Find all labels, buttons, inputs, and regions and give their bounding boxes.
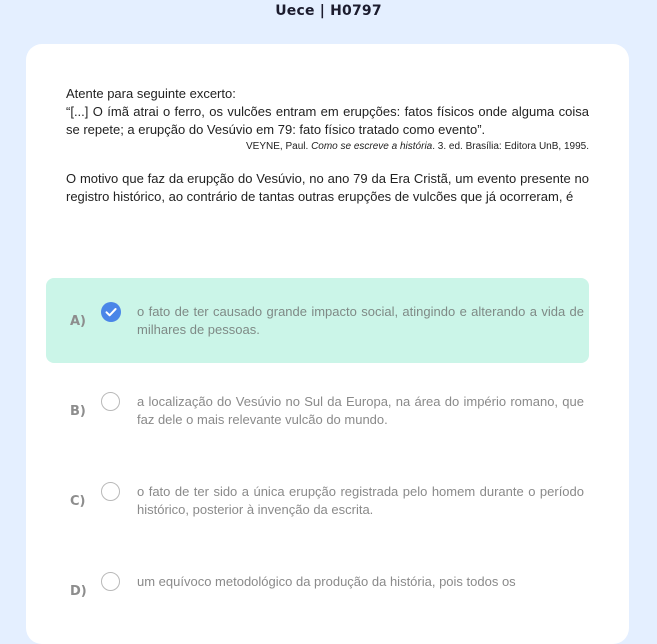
page-title: Uece | H0797	[275, 3, 382, 19]
question-quote: “[...] O ímã atrai o ferro, os vulcões entram em erupções: fatos físicos onde alguma coisa se repete; a erupção do Vesúvio em 79: fato físico tratado como evento”.	[66, 104, 589, 137]
citation-work: Como se escreve a história	[311, 141, 433, 152]
option-text: o fato de ter sido a única erupção registrada pelo homem durante o período histórico, posterior à invenção da escrita.	[137, 484, 584, 517]
question-prompt: O motivo que faz da erupção do Vesúvio, no ano 79 da Era Cristã, um evento presente no registro histórico, ao contrário de tantas outras erupções de vulcões que já ocorreram, é	[66, 171, 589, 204]
option-text: um equívoco metodológico da produção da história, pois todos os	[137, 574, 516, 589]
option-letter: A)	[70, 314, 87, 329]
question-citation	[66, 140, 589, 154]
option-a[interactable]	[46, 278, 589, 363]
option-c[interactable]	[46, 458, 589, 543]
option-text: o fato de ter causado grande impacto social, atingindo e alterando a vida de milhares de pessoas.	[137, 304, 584, 337]
option-d[interactable]	[46, 548, 589, 633]
radio-circle-icon[interactable]	[101, 572, 120, 591]
question-card	[26, 44, 629, 644]
check-circle-icon[interactable]	[101, 302, 121, 322]
radio-circle-icon[interactable]	[101, 482, 120, 501]
option-letter: C)	[70, 494, 86, 509]
citation-author: VEYNE, Paul.	[246, 141, 309, 152]
option-letter: D)	[70, 584, 87, 599]
option-text: a localização do Vesúvio no Sul da Europa, na área do império romano, que faz dele o mais relevante vulcão do mundo.	[137, 394, 584, 427]
question-intro: Atente para seguinte excerto:	[66, 86, 236, 101]
option-letter: B)	[70, 404, 86, 419]
option-b[interactable]	[46, 368, 589, 453]
radio-circle-icon[interactable]	[101, 392, 120, 411]
citation-rest: . 3. ed. Brasília: Editora UnB, 1995.	[432, 141, 589, 152]
question-body	[66, 85, 589, 206]
